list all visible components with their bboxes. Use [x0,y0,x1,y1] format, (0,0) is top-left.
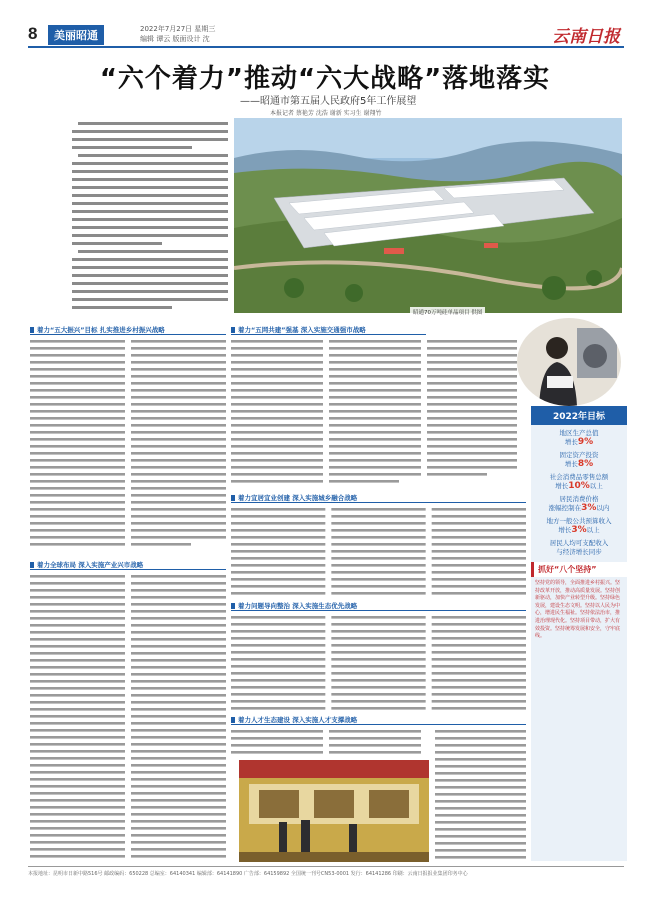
column-ecology [231,614,526,712]
exhibition-photo [239,760,429,862]
column-rural [30,338,226,556]
stat-value: 涨幅控制在3%以内 [548,503,610,513]
stat-value: 与经济增长同步 [556,548,602,556]
stat-label: 地区生产总值 [559,429,599,437]
stat-value: 增长8% [564,459,594,469]
section-head-industry: 着力全球布局 深入实施产业兴市战略 [30,560,226,570]
section-head-urban: 着力宜居宜业创建 深入实施城乡融合战略 [231,493,526,503]
stat-value: 增长10%以上 [555,481,603,491]
factory-aerial-photo [234,118,622,313]
photo-caption: 昭通70万吨硅单晶项目 供图 [410,307,485,317]
section-head-rural: 着力“五大振兴”目标 扎实推进乡村振兴战略 [30,325,226,335]
date-line: 2022年7月27日 星期三 [140,25,216,33]
stat-revenue [531,513,627,535]
article-subtitle: ——昭通市第五届人民政府5年工作展望 [240,96,417,107]
stat-label: 居民消费价格 [559,495,599,503]
section-tag: 美丽昭通 [48,25,104,45]
header-meta [140,24,215,44]
stat-label: 固定资产投资 [559,451,599,459]
page-number: 8 [28,24,38,43]
stat-cpi [531,491,627,513]
stat-retail [531,469,627,491]
stat-income [531,535,627,556]
stat-value: 增长3%以上 [558,525,600,535]
column-urban [231,506,526,598]
column-industry [30,573,226,861]
section-head-ecology: 着力问题导向整治 深入实施生态优先战略 [231,601,526,611]
section-head-transport: 着力“五网共建”强基 深入实施交通强市战略 [231,325,426,335]
page-header [28,22,624,48]
page-footer: 本报地址：昆明市日新中路516号 邮政编码：650228 总编室：64140341 编辑部：64141890 广告部：64159892 全国统一刊号CN53-0001 发行：64141286 印刷：云南日报报业集团印务中心 [28,866,624,877]
section-head-talent: 着力人才生态建设 深入实施人才支撑战略 [231,715,526,725]
stat-value: 增长9% [564,437,594,447]
goals-sidebar [531,406,627,861]
intro-text-block [72,118,230,316]
sidebar-title: 2022年目标 [531,406,627,425]
sidebar-subtitle: 抓好“八个坚持” [531,562,627,577]
intro-text-lines [72,118,230,316]
stat-gdp [531,425,627,447]
article-byline: 本报记者 蔡艳芳 沈浩 谢新 实习生 谢翔竹 [270,110,382,117]
stat-investment [531,447,627,469]
sidebar-text: 坚持党的领导，全面推进乡村振兴。坚持改革开放，推动高质量发展。坚持创新驱动，加快产业转型升级。坚持绿色发展，建设生态文明。坚持以人民为中心，增进民生福祉。坚持依法治市，推进治理现代化。坚持项目带动，扩大有效投资。坚持统筹发展和安全，守牢底线。 [535,580,621,640]
stat-label: 社会消费品零售总额 [549,473,609,481]
editor-line: 编辑 谭云 版面设计 沈 [140,35,210,43]
worker-photo [517,318,621,406]
stat-label: 居民人均可支配收入 [549,539,609,547]
newspaper-logo: 云南日报 [552,27,620,47]
stat-label: 地方一般公共预算收入 [546,517,612,525]
article-title: “六个着力”推动“六大战略”落地落实 [99,64,551,94]
column-transport [231,338,517,490]
